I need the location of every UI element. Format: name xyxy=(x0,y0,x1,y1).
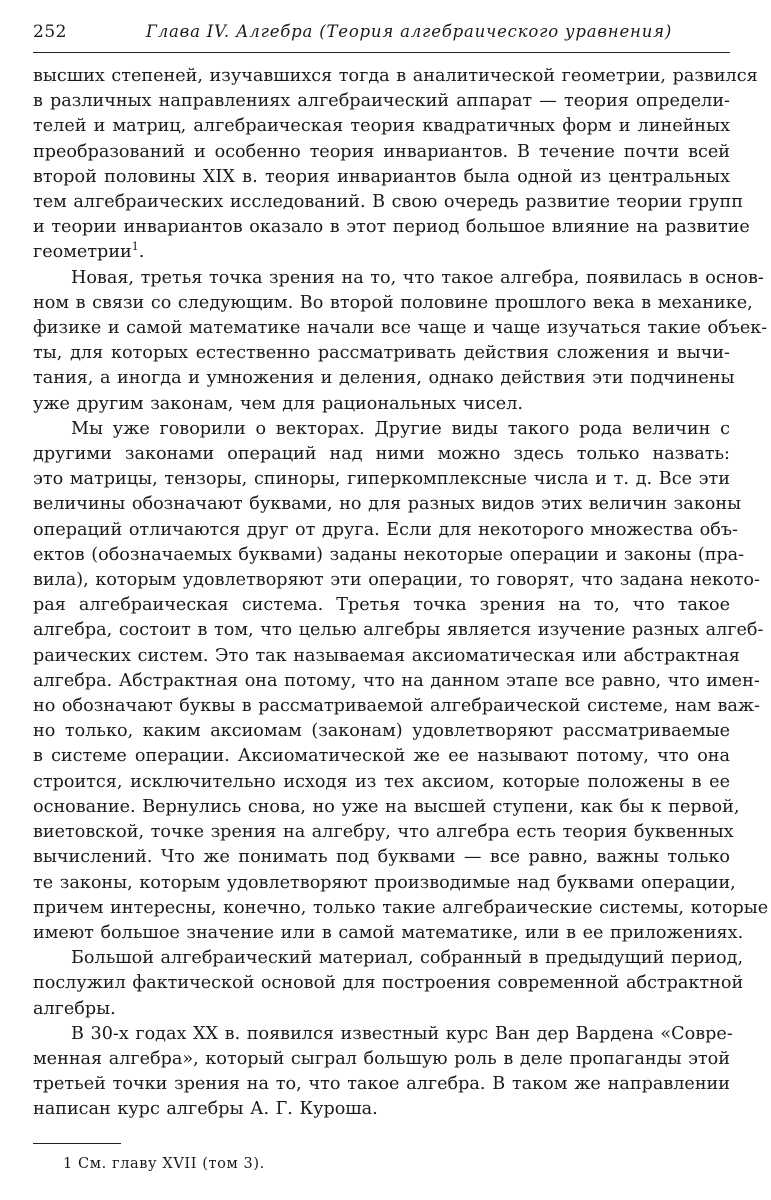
text-line: раических систем. Это так называемая аксиоматическая или абстрактная xyxy=(33,645,740,666)
page-header xyxy=(33,16,730,53)
text-line: в различных направлениях алгебраический аппарат — теория определи- xyxy=(33,91,730,112)
text-line: строится, исключительно исходя из тех аксиом, которые положены в ее xyxy=(33,771,730,792)
text-line: и теории инвариантов оказало в этот период большое влияние на развитие xyxy=(33,217,750,238)
text-line: ты, для которых естественно рассматривать действия сложения и вычи- xyxy=(33,343,730,364)
text-line: Мы уже говорили о векторах. Другие виды такого рода величин с xyxy=(71,418,730,439)
paragraph xyxy=(33,266,768,417)
text-line: те законы, которым удовлетворяют производимые над буквами операции, xyxy=(33,872,736,893)
text-line: величины обозначают буквами, но для разных видов этих величин законы xyxy=(33,494,742,515)
text-line: Большой алгебраический материал, собранный в предыдущий период, xyxy=(71,948,744,969)
text-line: алгебра. Абстрактная она потому, что на данном этапе все равно, что имен- xyxy=(33,670,760,691)
footnote-number: 1 xyxy=(63,1155,73,1172)
text-fragment: геометрии xyxy=(33,242,132,263)
text-line: тем алгебраических исследований. В свою очередь развитие теории групп xyxy=(33,192,743,213)
footnote-divider xyxy=(33,1143,121,1144)
text-line: это матрицы, тензоры, спиноры, гиперкомплексные числа и т. д. Все эти xyxy=(33,469,730,490)
text-line: другими законами операций над ними можно здесь только назвать: xyxy=(33,444,730,465)
text-line: операций отличаются друг от друга. Если для некоторого множества объ- xyxy=(33,519,739,540)
text-line: тания, а иногда и умножения и деления, однако действия эти подчинены xyxy=(33,368,735,389)
text-line: менная алгебра», который сыграл большую роль в деле пропаганды этой xyxy=(33,1048,730,1069)
text-line: алгебра, состоит в том, что целью алгебры является изучение разных алгеб- xyxy=(33,620,764,641)
book-page xyxy=(33,16,769,1174)
page-number: 252 xyxy=(33,22,67,42)
text-line: ектов (обозначаемых буквами) заданы некоторые операции и законы (пра- xyxy=(33,544,745,565)
text-line: вычислений. Что же понимать под буквами — все равно, важны только xyxy=(33,847,730,868)
text-line: алгебры. xyxy=(33,998,116,1019)
text-line: послужил фактической основой для построения современной абстрактной xyxy=(33,973,744,994)
text-line: имеют большое значение или в самой математике, или в ее приложениях. xyxy=(33,922,744,943)
text-line: высших степеней, изучавшихся тогда в аналитической геометрии, развился xyxy=(33,66,758,86)
text-line: Новая, третья точка зрения на то, что такое алгебра, появилась в основ- xyxy=(71,267,764,288)
text-line: но только, каким аксиомам (законам) удовлетворяют рассматриваемые xyxy=(33,721,730,742)
paragraph xyxy=(33,417,769,946)
footnote xyxy=(33,1154,730,1174)
text-line: уже другим законам, чем для рациональных чисел. xyxy=(33,393,523,414)
text-line: основание. Вернулись снова, но уже на высшей ступени, как бы к первой, xyxy=(33,796,740,817)
text-line: виетовской, точке зрения на алгебру, что алгебра есть теория буквенных xyxy=(33,822,734,843)
text-line: второй половины XIX в. теория инвариантов была одной из центральных xyxy=(33,166,730,187)
text-line: но обозначают буквы в рассматриваемой алгебраической системе, нам важ- xyxy=(33,696,761,717)
text-line: физике и самой математике начали все чаще и чаще изучаться такие объек- xyxy=(33,318,768,339)
footnote-text: См. главу XVII (том 3). xyxy=(78,1155,265,1172)
text-line-with-footnote xyxy=(33,240,730,265)
text-line: преобразований и особенно теория инвариантов. В течение почти всей xyxy=(33,141,730,162)
paragraph xyxy=(33,1022,733,1123)
text-line: В 30-х годах XX в. появился известный курс Ван дер Вардена «Совре- xyxy=(71,1023,733,1044)
text-line: написан курс алгебры А. Г. Куроша. xyxy=(33,1099,378,1120)
text-line: телей и матриц, алгебраическая теория квадратичных форм и линейных xyxy=(33,116,730,137)
paragraph xyxy=(33,64,758,266)
paragraph xyxy=(33,946,744,1022)
text-line: рая алгебраическая система. Третья точка зрения на то, что такое xyxy=(33,595,730,616)
text-line: ном в связи со следующим. Во второй половине прошлого века в механике, xyxy=(33,292,753,313)
text-line: третьей точки зрения на то, что такое алгебра. В таком же направлении xyxy=(33,1074,730,1095)
punctuation: . xyxy=(138,242,145,263)
text-line: вила), которым удовлетворяют эти операции, то говорят, что задана некото- xyxy=(33,570,760,591)
footnote-mark[interactable]: 1 xyxy=(131,240,139,254)
text-line: причем интересны, конечно, только такие алгебраические системы, которые xyxy=(33,897,769,918)
running-title: Глава IV. Алгебра (Теория алгебраического уравнения) xyxy=(146,22,673,41)
text-line: в системе операции. Аксиоматической же ее называют потому, что она xyxy=(33,746,730,767)
main-text xyxy=(33,64,769,1123)
